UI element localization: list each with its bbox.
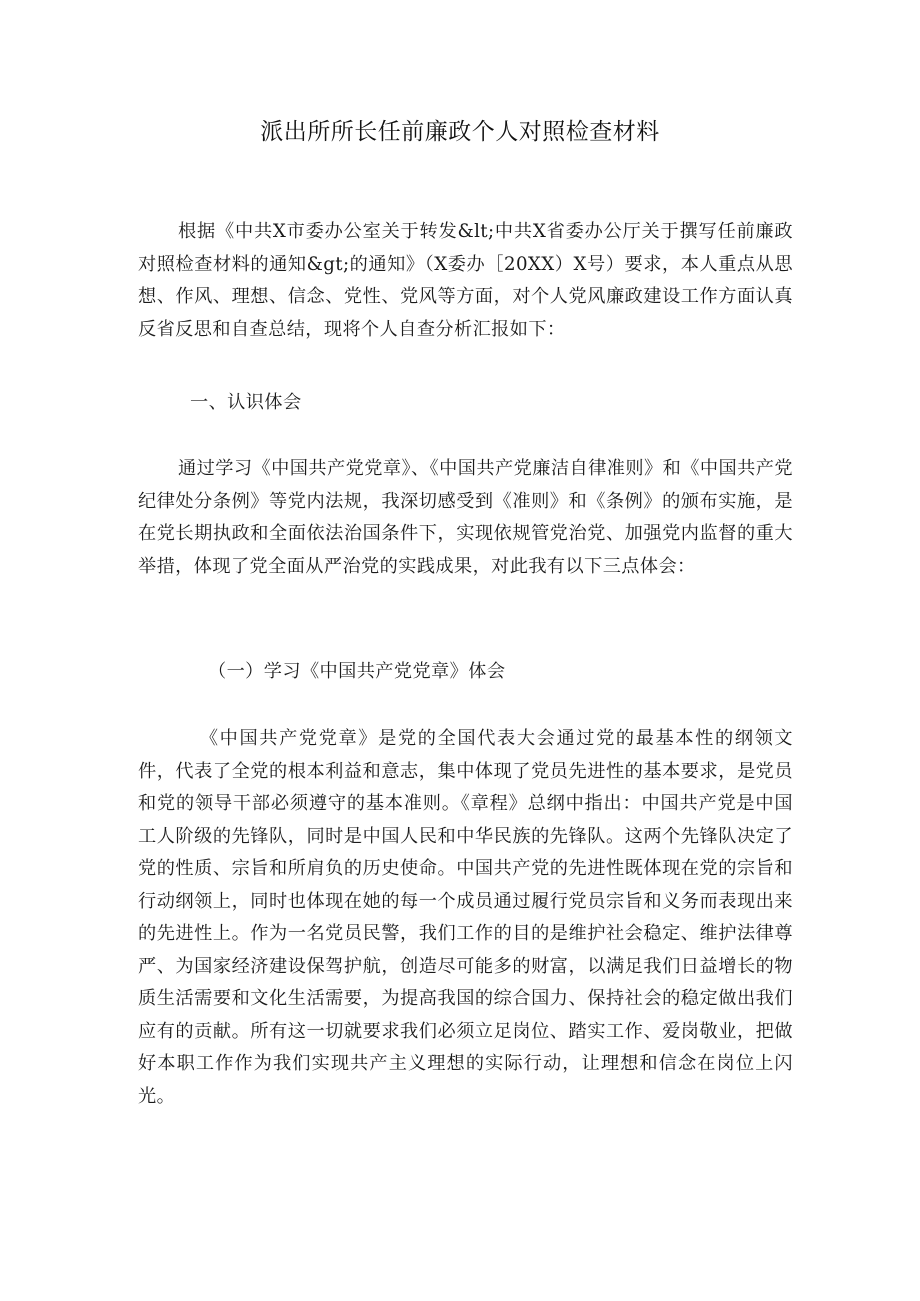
subsection-heading-1: （一）学习《中国共产党党章》体会 [208, 661, 506, 682]
section-1-paragraph: 通过学习《中国共产党党章》、《中国共产党廉洁自律准则》和《中国共产党纪律处分条例》等党内法规，我深切感受到《准则》和《条例》的颁布实施，是在党长期执政和全面依法治国条件下，实现依规管党治党、加强党内监督的重大举措，体现了党全面从严治党的实践成果，对此我有以下三点体会： [138, 458, 793, 577]
intro-paragraph: 根据《中共X市委办公室关于转发&lt;中共X省委办公厅关于撰写任前廉政对照检查材料的通知&gt;的通知》（X委办［20XX）X号）要求，本人重点从思想、作风、理想、信念、党性、党风等方面，对个人党风廉政建设工作方面认真反省反思和自查总结，现将个人自查分析汇报如下： [138, 221, 793, 340]
document-title: 派出所所长任前廉政个人对照检查材料 [260, 119, 660, 145]
section-heading-1: 一、认识体会 [190, 392, 302, 413]
subsection-1-paragraph: 《中国共产党党章》是党的全国代表大会通过党的最基本性的纲领文件，代表了全党的根本利益和意志，集中体现了党员先进性的基本要求，是党员和党的领导干部必须遵守的基本准则。《章程》总纲中指出：中国共产党是中国工人阶级的先锋队，同时是中国人民和中华民族的先锋队。这两个先锋队决定了党的性质、宗旨和所肩负的历史使命。中国共产党的先进性既体现在党的宗旨和行动纲领上，同时也体现在她的每一个成员通过履行党员宗旨和义务而表现出来的先进性上。作为一名党员民警，我们工作的目的是维护社会稳定、维护法律尊严、为国家经济建设保驾护航，创造尽可能多的财富，以满足我们日益增长的物质生活需要和文化生活需要，为提高我国的综合国力、保持社会的稳定做出我们应有的贡献。所有这一切就要求我们必须立足岗位、踏实工作、爱岗敬业，把做好本职工作作为我们实现共产主义理想的实际行动，让理想和信念在岗位上闪光。 [138, 728, 793, 1107]
